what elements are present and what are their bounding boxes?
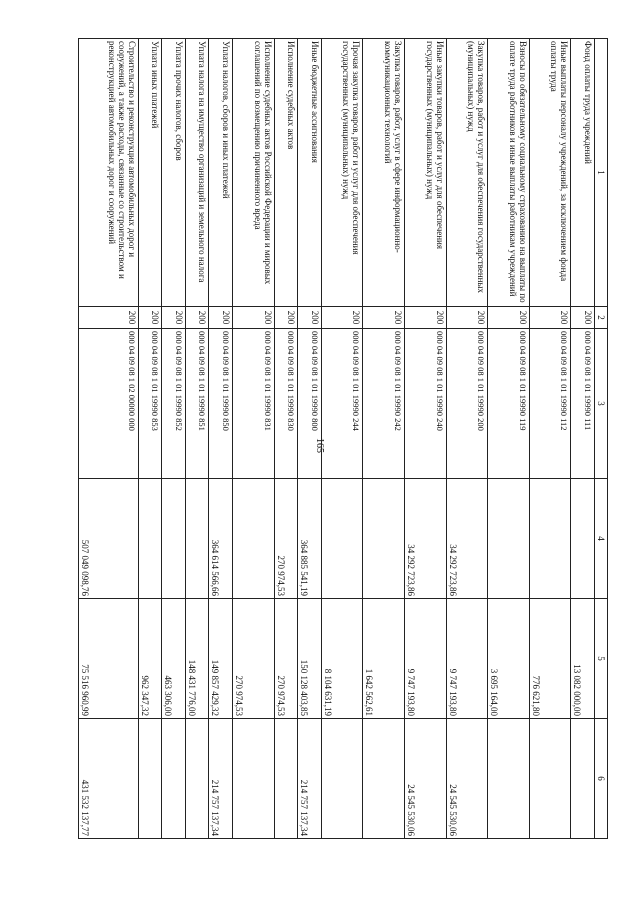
row-amount-col6-cell [529,719,571,839]
row-code-200-cell: 200 [298,307,322,329]
row-classification-code-cell: 000 04 09 08 1 01 19990 200 [446,329,488,479]
row-name-cell: Иные закупки товаров, работ и услуг для обеспечения государственных (муниципальных) нужд [404,39,446,307]
table-row [571,39,595,839]
row-classification-code-cell: 000 04 09 08 1 01 19990 244 [321,329,363,479]
table-row [488,39,530,839]
row-code-200-cell: 200 [232,307,274,329]
row-code-200-cell: 200 [274,307,298,329]
row-amount-col4-cell [571,479,595,599]
column-header: 3 [595,329,608,479]
row-classification-code-cell: 000 04 09 08 1 02 00000 000 [79,329,139,479]
page-number: 165 [314,438,325,453]
row-amount-col5-cell: 9 747 193,80 [446,599,488,719]
row-amount-col6-cell: 214 757 137,34 [209,719,233,839]
row-classification-code-cell: 000 04 09 08 1 01 19990 240 [404,329,446,479]
row-code-200-cell: 200 [162,307,186,329]
row-amount-col5-cell: 270 974,53 [274,599,298,719]
row-amount-col4-cell: 364 885 541,19 [298,479,322,599]
row-amount-col5-cell: 3 695 164,00 [488,599,530,719]
row-amount-col5-cell: 463 306,00 [162,599,186,719]
row-classification-code-cell: 000 04 09 08 1 01 19990 112 [529,329,571,479]
row-amount-col5-cell: 270 974,53 [232,599,274,719]
row-amount-col5-cell: 148 431 776,00 [185,599,209,719]
row-name-cell: Уплата налогов, сборов и иных платежей [209,39,233,307]
header-row [595,39,608,839]
column-header: 6 [595,719,608,839]
row-amount-col6-cell: 431 532 137,77 [79,719,139,839]
row-classification-code-cell: 000 04 09 08 1 01 19990 831 [232,329,274,479]
row-classification-code-cell: 000 04 09 08 1 01 19990 850 [209,329,233,479]
row-amount-col4-cell: 507 049 098,76 [79,479,139,599]
row-name-cell: Прочая закупка товаров, работ и услуг для обеспечения государственных (муниципальных) нужд [321,39,363,307]
row-amount-col4-cell [363,479,405,599]
row-code-200-cell: 200 [79,307,139,329]
table-row [298,39,322,839]
row-amount-col5-cell: 150 128 403,85 [298,599,322,719]
row-amount-col4-cell [488,479,530,599]
row-name-cell: Закупка товаров, работ, услуг в сфере информационно-коммуникационных технологий [363,39,405,307]
row-amount-col6-cell [232,719,274,839]
row-code-200-cell: 200 [209,307,233,329]
table-row [446,39,488,839]
row-classification-code-cell: 000 04 09 08 1 01 19990 830 [274,329,298,479]
row-code-200-cell: 200 [571,307,595,329]
table-row [232,39,274,839]
row-code-200-cell: 200 [529,307,571,329]
row-name-cell: Закупка товаров, работ и услуг для обеспечения государственных (муниципальных) нужд [446,39,488,307]
table-row [162,39,186,839]
row-classification-code-cell: 000 04 09 08 1 01 19990 852 [162,329,186,479]
row-amount-col5-cell: 8 104 631,19 [321,599,363,719]
row-amount-col4-cell [185,479,209,599]
table-body [79,39,595,839]
table-row [363,39,405,839]
row-name-cell: Иные выплаты персоналу учреждений, за исключением фонда оплаты труда [529,39,571,307]
row-amount-col4-cell [138,479,162,599]
row-code-200-cell: 200 [404,307,446,329]
row-amount-col6-cell [321,719,363,839]
row-amount-col5-cell: 962 347,32 [138,599,162,719]
row-amount-col6-cell: 24 545 530,06 [446,719,488,839]
row-code-200-cell: 200 [446,307,488,329]
row-amount-col6-cell [138,719,162,839]
row-amount-col6-cell [185,719,209,839]
row-amount-col4-cell [529,479,571,599]
row-classification-code-cell: 000 04 09 08 1 01 19990 851 [185,329,209,479]
row-amount-col5-cell: 9 747 193,80 [404,599,446,719]
table-row [321,39,363,839]
row-name-cell: Фонд оплаты труда учреждений [571,39,595,307]
row-classification-code-cell: 000 04 09 08 1 01 19990 119 [488,329,530,479]
row-name-cell: Строительство и реконструкция автомобильных дорог и сооружений, а также расходы, связанные со строительством и реконструкцией автомобильных дорог и сооружений [79,39,139,307]
row-name-cell: Исполнение судебных актов Российской Федерации и мировых соглашений по возмещению причиненного вреда [232,39,274,307]
row-amount-col5-cell: 13 082 000,00 [571,599,595,719]
row-name-cell: Исполнение судебных актов [274,39,298,307]
row-amount-col4-cell: 34 292 723,86 [404,479,446,599]
row-amount-col4-cell [162,479,186,599]
column-header: 5 [595,599,608,719]
row-name-cell: Уплата иных платежей [138,39,162,307]
row-code-200-cell: 200 [321,307,363,329]
table-row [185,39,209,839]
row-amount-col4-cell: 34 292 723,86 [446,479,488,599]
row-amount-col6-cell [488,719,530,839]
row-amount-col5-cell: 149 857 429,32 [209,599,233,719]
row-name-cell: Уплата прочих налогов, сборов [162,39,186,307]
row-amount-col6-cell: 24 545 530,06 [404,719,446,839]
row-name-cell: Иные бюджетные ассигнования [298,39,322,307]
row-amount-col5-cell: 75 516 960,99 [79,599,139,719]
row-amount-col4-cell: 364 614 566,66 [209,479,233,599]
row-classification-code-cell: 000 04 09 08 1 01 19990 853 [138,329,162,479]
table-row [138,39,162,839]
row-amount-col6-cell: 214 757 137,34 [298,719,322,839]
row-amount-col6-cell [571,719,595,839]
row-code-200-cell: 200 [363,307,405,329]
table-row [529,39,571,839]
table-row [209,39,233,839]
table-row [79,39,139,839]
row-name-cell: Взносы по обязательному социальному страхованию на выплаты по оплате труда работников и иные выплаты работникам учреждений [488,39,530,307]
budget-table-container [78,38,608,838]
column-header: 1 [595,39,608,307]
row-amount-col6-cell [363,719,405,839]
column-header: 4 [595,479,608,599]
budget-table [78,38,608,839]
row-amount-col4-cell: 270 974,53 [274,479,298,599]
row-amount-col6-cell [274,719,298,839]
row-classification-code-cell: 000 04 09 08 1 01 19990 242 [363,329,405,479]
row-amount-col6-cell [162,719,186,839]
row-amount-col4-cell [321,479,363,599]
row-classification-code-cell: 000 04 09 08 1 01 19990 800 [298,329,322,479]
table-row [404,39,446,839]
row-classification-code-cell: 000 04 09 08 1 01 19990 111 [571,329,595,479]
row-amount-col5-cell: 1 642 562,61 [363,599,405,719]
row-code-200-cell: 200 [488,307,530,329]
row-code-200-cell: 200 [185,307,209,329]
row-code-200-cell: 200 [138,307,162,329]
row-amount-col5-cell: 776 621,80 [529,599,571,719]
row-amount-col4-cell [232,479,274,599]
column-header: 2 [595,307,608,329]
row-name-cell: Уплата налога на имущество организаций и земельного налога [185,39,209,307]
table-row [274,39,298,839]
